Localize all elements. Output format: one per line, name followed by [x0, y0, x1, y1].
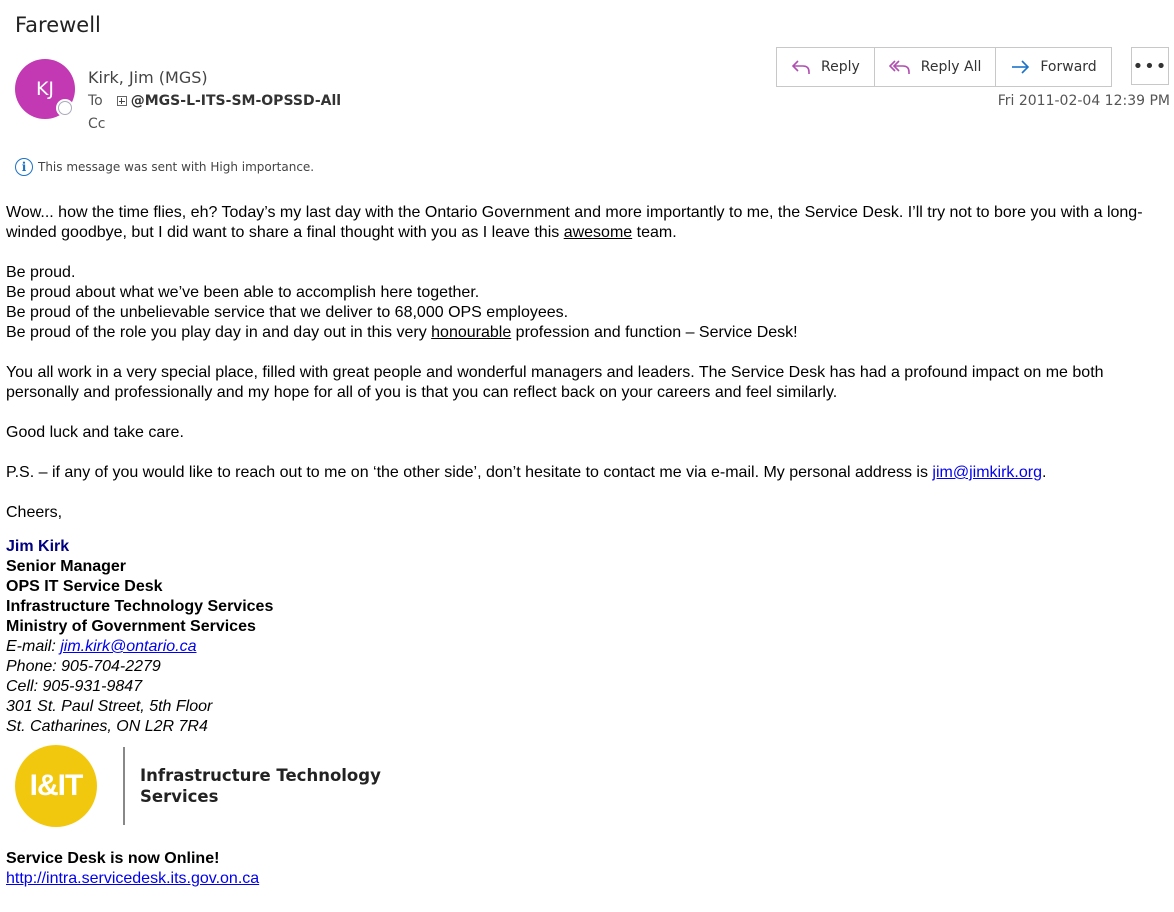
logo-text: Infrastructure Technology Services: [140, 766, 381, 806]
logo-divider: [123, 747, 125, 825]
to-row: [88, 93, 341, 109]
iit-logo: [6, 741, 1166, 831]
message-actions: [776, 47, 1112, 87]
signature-division: Infrastructure Technology Services: [6, 598, 274, 615]
recipient-group[interactable]: @MGS-L-ITS-SM-OPSSD-All: [130, 93, 342, 109]
personal-email-link[interactable]: jim@jimkirk.org: [932, 464, 1042, 481]
presence-status-icon: [58, 101, 72, 115]
reply-all-label: Reply All: [920, 59, 982, 75]
body-paragraph-4: Good luck and take care.: [6, 424, 184, 441]
signature-title: Senior Manager: [6, 558, 127, 575]
message-body: [6, 203, 1166, 889]
cc-label: Cc: [88, 116, 106, 132]
closing: Cheers,: [6, 504, 63, 521]
signature-unit: OPS IT Service Desk: [6, 578, 163, 595]
iit-logo-mark: I&IT: [15, 745, 97, 827]
more-actions-button[interactable]: •••: [1131, 47, 1169, 85]
reply-all-icon: [889, 58, 911, 76]
sender-avatar[interactable]: KJ: [15, 59, 75, 119]
forward-button[interactable]: [996, 48, 1110, 86]
proud-line-4: Be proud of the role you play day in and day out in this very honourable profession and function – Service Desk!: [6, 324, 798, 341]
sender-name[interactable]: Kirk, Jim (MGS): [88, 68, 208, 87]
reply-all-button[interactable]: [875, 48, 997, 86]
signature-email-line: E-mail: jim.kirk@ontario.ca: [6, 638, 197, 655]
proud-line-1: Be proud.: [6, 264, 76, 281]
signature-ministry: Ministry of Government Services: [6, 618, 256, 635]
forward-label: Forward: [1040, 59, 1097, 75]
signature-cell: Cell: 905-931-9847: [6, 678, 143, 695]
online-note: Service Desk is now Online!: [6, 850, 220, 867]
ps-paragraph: P.S. – if any of you would like to reach out to me on ‘the other side’, don’t hesitate to contact me via e-mail. My personal address is jim@jimkirk.org.: [6, 464, 1047, 481]
signature-address-1: 301 St. Paul Street, 5th Floor: [6, 698, 213, 715]
reply-icon: [791, 58, 811, 76]
to-label: To: [88, 93, 103, 109]
work-email-link[interactable]: jim.kirk@ontario.ca: [60, 638, 197, 655]
service-desk-link[interactable]: http://intra.servicedesk.its.gov.on.ca: [6, 870, 260, 887]
email-subject: Farewell: [15, 13, 101, 37]
body-paragraph-1: Wow... how the time flies, eh? Today’s my last day with the Ontario Government and more importantly to me, the Service Desk. I’ll try not to bore you with a long-winded goodbye, but I did want to share a final thought with you as I leave this awesome team.: [6, 204, 1143, 241]
importance-text: This message was sent with High importance.: [38, 160, 315, 174]
expand-group-icon[interactable]: [117, 96, 127, 106]
signature-phone: Phone: 905-704-2279: [6, 658, 161, 675]
reply-label: Reply: [821, 59, 860, 75]
forward-icon: [1010, 58, 1030, 76]
reply-button[interactable]: [777, 48, 875, 86]
signature-name: Jim Kirk: [6, 538, 70, 555]
signature-address-2: St. Catharines, ON L2R 7R4: [6, 718, 208, 735]
proud-line-3: Be proud of the unbelievable service that we deliver to 68,000 OPS employees.: [6, 304, 569, 321]
info-icon: i: [15, 158, 33, 176]
importance-banner: [15, 158, 314, 176]
proud-line-2: Be proud about what we’ve been able to accomplish here together.: [6, 284, 480, 301]
sent-date: Fri 2011-02-04 12:39 PM: [997, 93, 1170, 109]
body-paragraph-3: You all work in a very special place, filled with great people and wonderful managers and leaders. The Service Desk has had a profound impact on me both personally and professionally and my hope for all of you is that you can reflect back on your careers and feel similarly.: [6, 364, 1104, 401]
